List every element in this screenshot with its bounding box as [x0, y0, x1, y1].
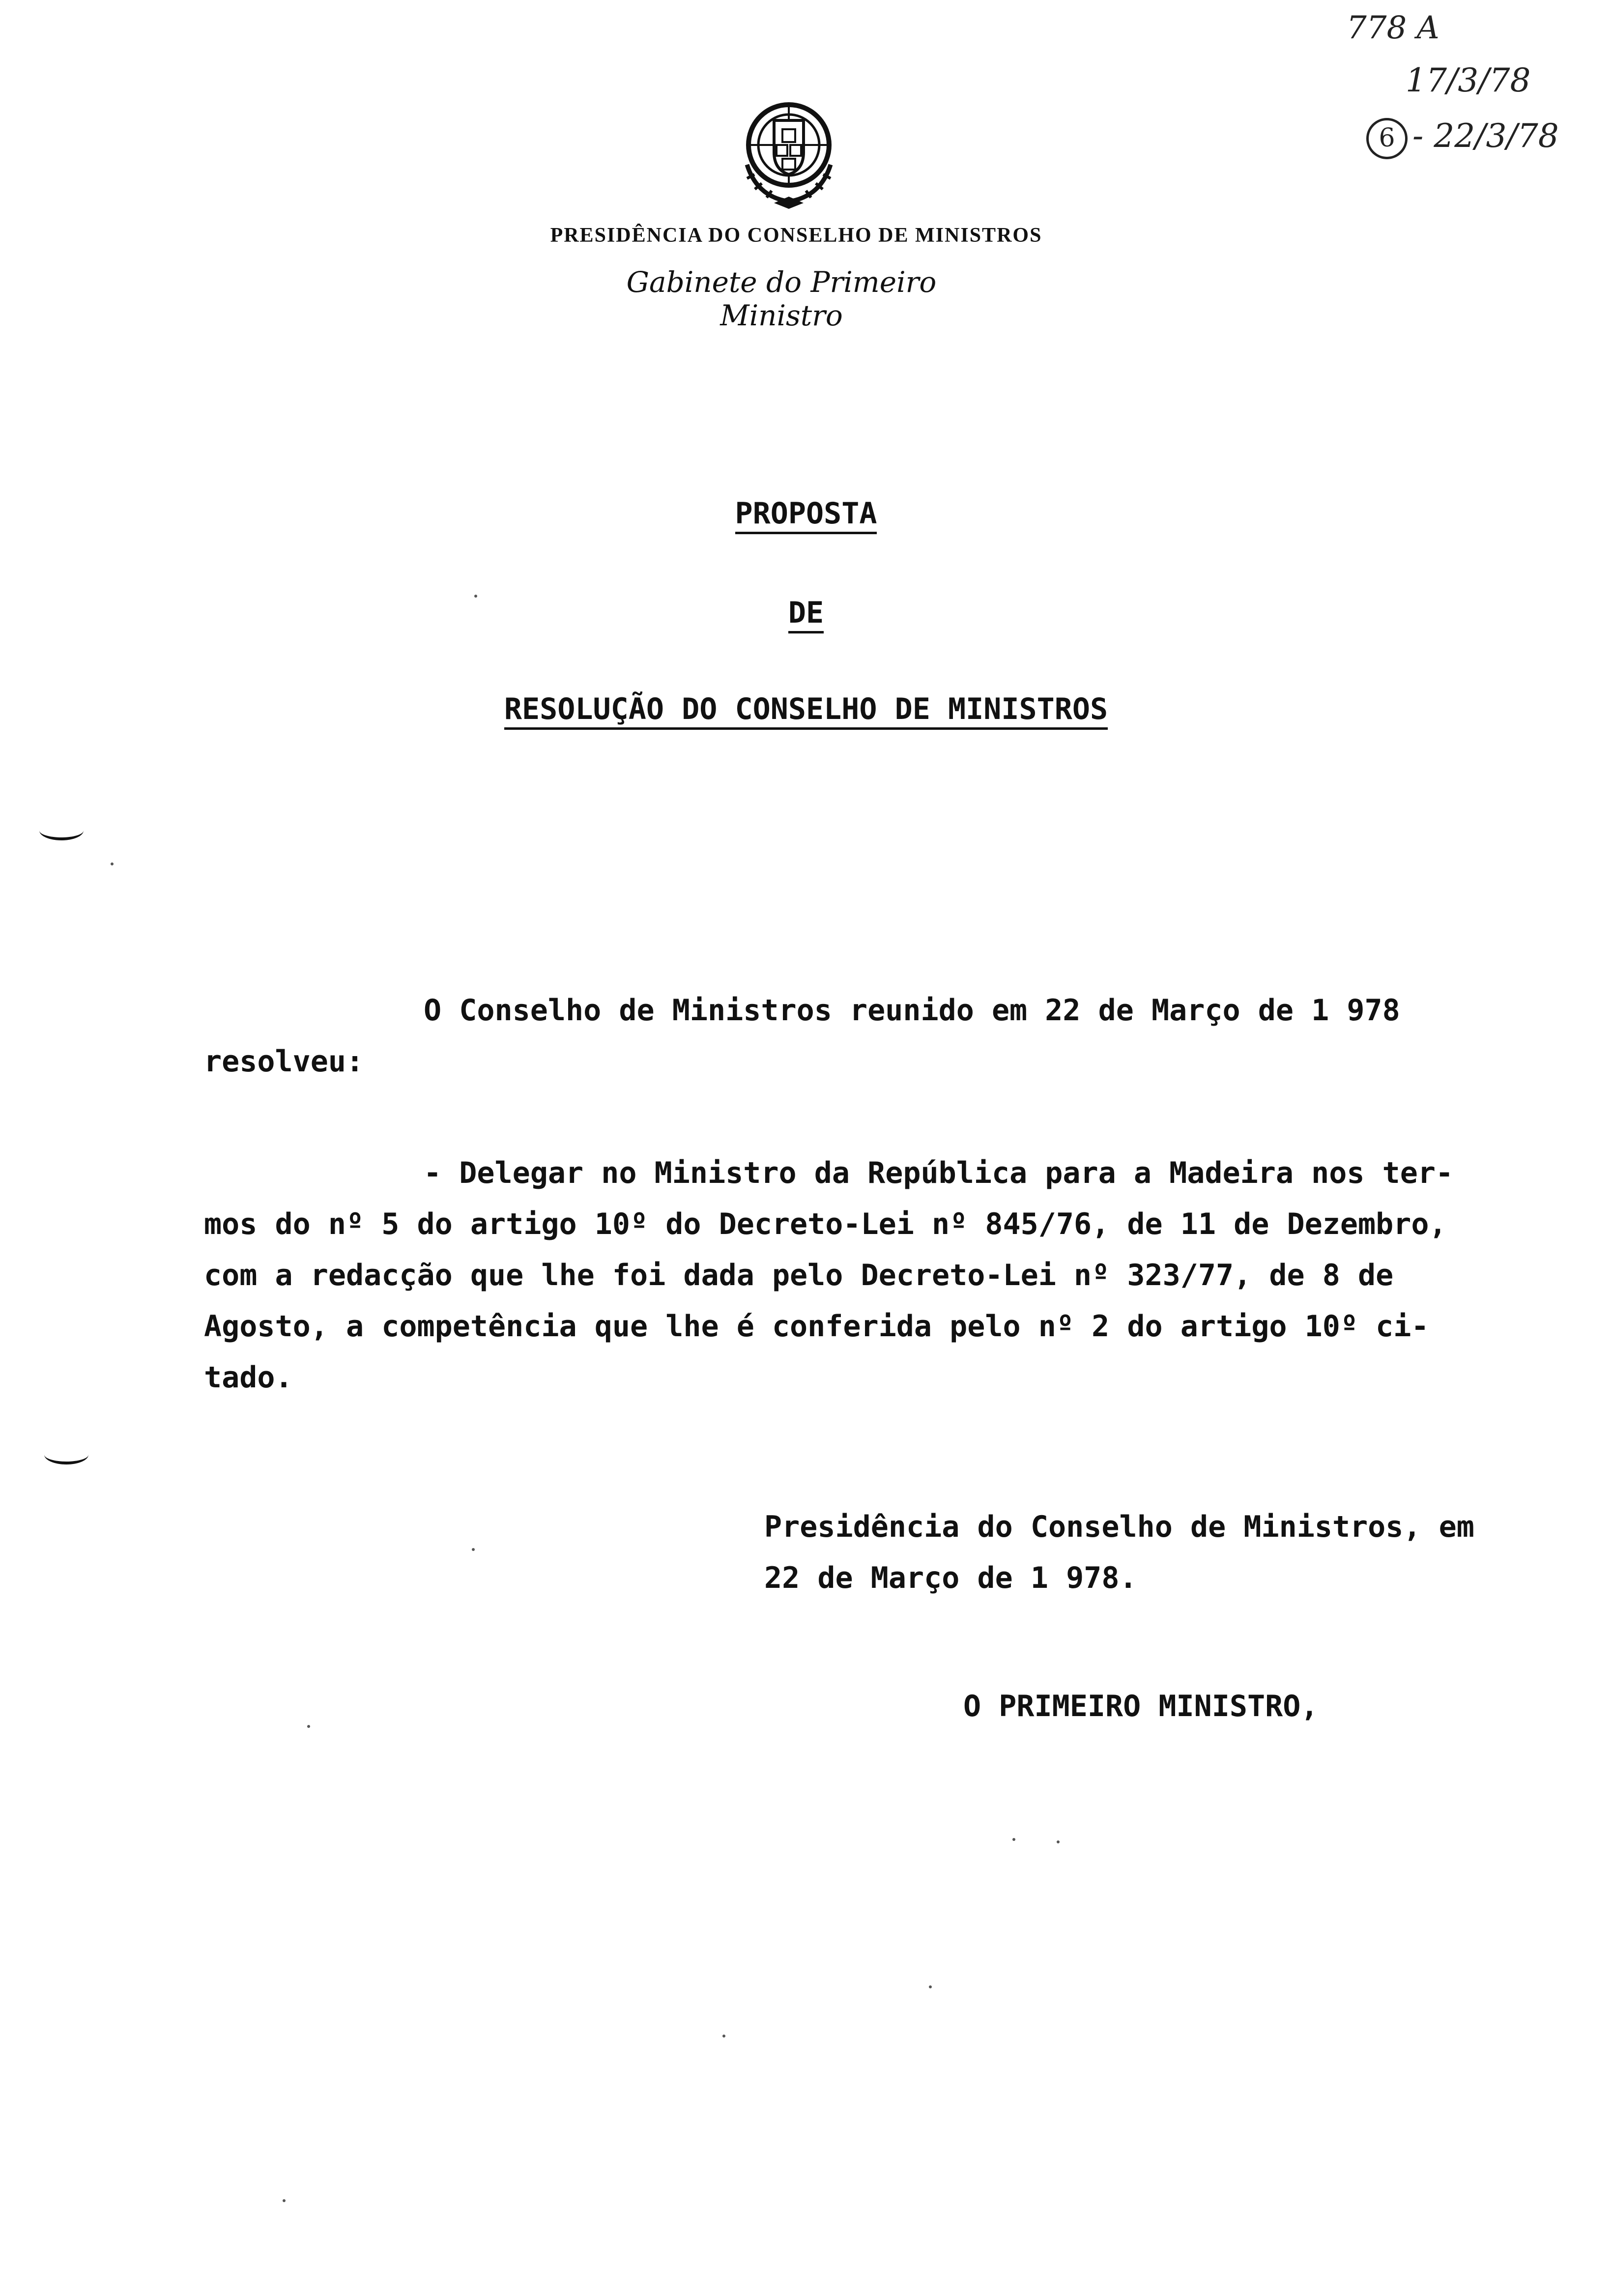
scan-speck — [111, 862, 114, 865]
resolution-line: tado. — [204, 1360, 293, 1395]
closing-line-2: 22 de Março de 1 978. — [764, 1561, 1137, 1595]
handwritten-reference: 778 A — [1347, 10, 1439, 46]
intro-line-1: O Conselho de Ministros reunido em 22 de Março de 1 978 — [424, 993, 1400, 1028]
heading-de — [0, 596, 1612, 630]
scan-speck — [929, 1985, 932, 1988]
resolution-item — [204, 1148, 1605, 1403]
margin-punch-mark — [44, 1445, 88, 1464]
resolution-line: - Delegar no Ministro da República para a Madeira nos ter- — [424, 1156, 1454, 1190]
resolution-line: mos do nº 5 do artigo 10º do Decreto-Lei nº 845/76, de 11 de Dezembro, — [204, 1207, 1447, 1241]
scan-speck — [722, 2035, 725, 2038]
signature-title: O PRIMEIRO MINISTRO, — [963, 1689, 1319, 1723]
scan-speck — [307, 1725, 310, 1728]
scan-speck — [283, 2199, 286, 2202]
handwritten-date-2: - 22/3/78 — [1412, 117, 1559, 155]
intro-line-2: resolveu: — [204, 1044, 364, 1079]
scan-speck — [1057, 1840, 1060, 1843]
coat-of-arms-icon — [727, 91, 850, 214]
heading-proposta-text: PROPOSTA — [735, 496, 877, 534]
heading-resolucao-text: RESOLUÇÃO DO CONSELHO DE MINISTROS — [504, 692, 1108, 730]
scan-speck — [474, 595, 477, 598]
scan-speck — [472, 1548, 475, 1551]
handwritten-date: 17/3/78 — [1406, 61, 1531, 99]
scan-speck — [1012, 1838, 1015, 1841]
closing-line-1: Presidência do Conselho de Ministros, em — [764, 1510, 1474, 1544]
closing-place-date — [764, 1501, 1474, 1604]
letterhead-cabinet: Gabinete do Primeiro Ministro — [626, 265, 937, 332]
heading-de-text: DE — [788, 596, 824, 633]
circled-number: 6 — [1366, 118, 1408, 159]
handwritten-circled-note — [1366, 117, 1559, 159]
letterhead-institution: PRESIDÊNCIA DO CONSELHO DE MINISTROS — [550, 224, 1042, 247]
heading-proposta — [0, 496, 1612, 531]
resolution-line: Agosto, a competência que lhe é conferida pelo nº 2 do artigo 10º ci- — [204, 1309, 1429, 1344]
resolution-line: com a redacção que lhe foi dada pelo Decreto-Lei nº 323/77, de 8 de — [204, 1258, 1394, 1292]
margin-punch-mark — [39, 821, 84, 840]
heading-resolucao — [0, 692, 1612, 726]
